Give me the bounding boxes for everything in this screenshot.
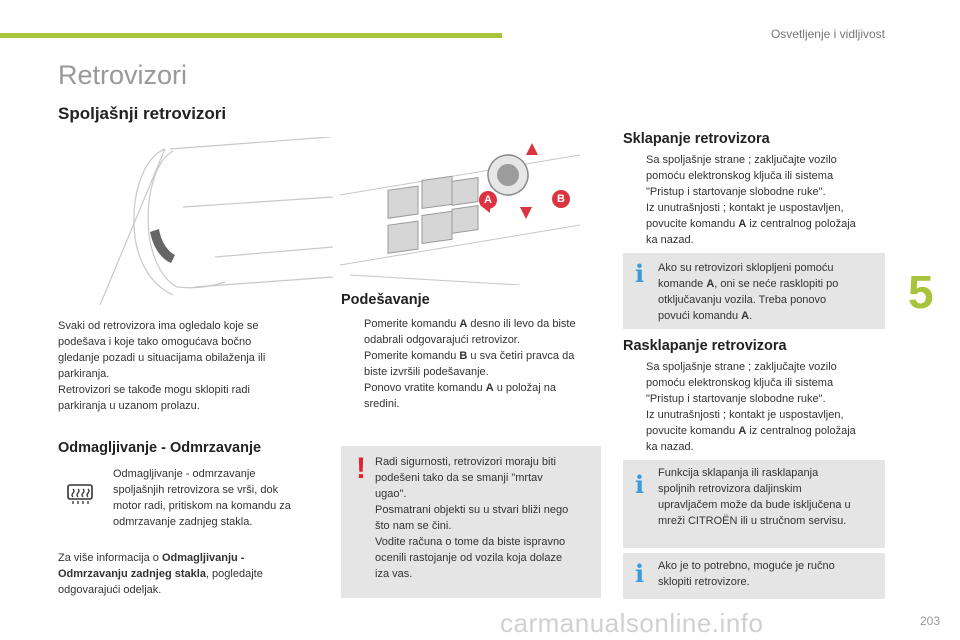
defrost-heading: Odmagljivanje - Odmrzavanje bbox=[58, 440, 262, 456]
fold-heading: Sklapanje retrovizora bbox=[623, 131, 770, 147]
chapter-number: 5 bbox=[908, 266, 934, 318]
unfold-info-text-1: Funkcija sklapanja ili rasklapanja spoljnih retrovizora daljinskim upravljačem može da bude isključena u mreži CITROËN ili u stručnom servisu. bbox=[658, 467, 851, 527]
adjust-list bbox=[341, 316, 606, 412]
unfold-heading: Rasklapanje retrovizora bbox=[623, 338, 787, 354]
page-title: Retrovizori bbox=[58, 60, 188, 90]
outer-mirrors-heading: Spoljašnji retrovizori bbox=[58, 104, 227, 123]
fold-info-text: Ako su retrovizori sklopljeni pomoću komande A, oni se neće rasklopiti po otključavanju vozila. Treba ponovo povući komandu A. bbox=[658, 262, 839, 322]
list-item: Sa spoljašnje strane ; zaključajte vozilo pomoću elektronskog ključa ili sistema "Pristup i startovanje slobodne ruke". bbox=[646, 154, 837, 198]
unfold-list bbox=[623, 359, 888, 455]
unfold-info-text-2: Ako je to potrebno, moguće je ručno sklopiti retrovizore. bbox=[658, 560, 835, 588]
header-accent-bar bbox=[0, 33, 502, 38]
list-item: Pomerite komandu B u sva četiri pravca da biste izvršili podešavanje. bbox=[364, 350, 575, 378]
mirror-housing-shape bbox=[150, 229, 175, 263]
fold-list bbox=[623, 152, 888, 248]
warning-box bbox=[341, 446, 601, 598]
defrost-text: Odmagljivanje - odmrzavanje spoljašnjih retrovizora se vrši, dok motor radi, pritiskom na komandu za odmrzavanje zadnjeg stakla. bbox=[113, 468, 291, 528]
list-item: Iz unutrašnjosti ; kontakt je uspostavljen, povucite komandu A iz centralnog položaja ka nazad. bbox=[646, 409, 856, 453]
rear-defrost-icon bbox=[66, 482, 94, 506]
page-number: 203 bbox=[919, 614, 940, 628]
unfold-info-box-2 bbox=[623, 553, 885, 599]
intro-text: Svaki od retrovizora ima ogledalo koje se podešava i koje tako omogućava bočno gledanje pozadi u situacijama obilaženja ili parkiranja. Retrovizori se takođe mogu sklopiti radi parkiranja u uzanom prolazu. bbox=[58, 320, 266, 412]
fold-info-box bbox=[623, 253, 885, 329]
info-icon: i bbox=[635, 470, 645, 499]
unfold-info-box-1 bbox=[623, 460, 885, 548]
watermark: carmanualsonline.info bbox=[500, 608, 764, 638]
info-icon: i bbox=[635, 259, 645, 288]
list-item: Iz unutrašnjosti ; kontakt je uspostavljen, povucite komandu A iz centralnog položaja ka nazad. bbox=[646, 202, 856, 246]
list-item: Pomerite komandu A desno ili levo da biste odabrali odgovarajući retrovizor. bbox=[364, 318, 576, 346]
side-mirror-illustration bbox=[95, 137, 335, 307]
warning-icon: ! bbox=[356, 452, 366, 485]
info-icon: i bbox=[635, 559, 645, 588]
list-item: Sa spoljašnje strane ; zaključajte vozilo pomoću elektronskog ključa ili sistema "Pristup i startovanje slobodne ruke". bbox=[646, 361, 837, 405]
warning-text: Radi sigurnosti, retrovizori moraju biti podešeni tako da se smanji "mrtav ugao". Posmatrani objekti su u stvari bliži nego što nam se čini. Vodite računa o tome da biste ispravno ocenili rastojanje od vozila koja dolaze iza vas. bbox=[375, 456, 569, 580]
label-a-badge: A bbox=[479, 191, 497, 209]
mirror-control-illustration bbox=[340, 135, 580, 285]
label-b-badge: B bbox=[552, 190, 570, 208]
list-item: Ponovo vratite komandu A u položaj na sredini. bbox=[364, 382, 557, 410]
section-title: Osvetljenje i vidljivost bbox=[770, 27, 885, 41]
adjust-heading: Podešavanje bbox=[341, 292, 430, 308]
defrost-reference: Za više informacija o Odmagljivanju - Odmrzavanju zadnjeg stakla, pogledajte odgovarajući odeljak. bbox=[58, 552, 263, 596]
